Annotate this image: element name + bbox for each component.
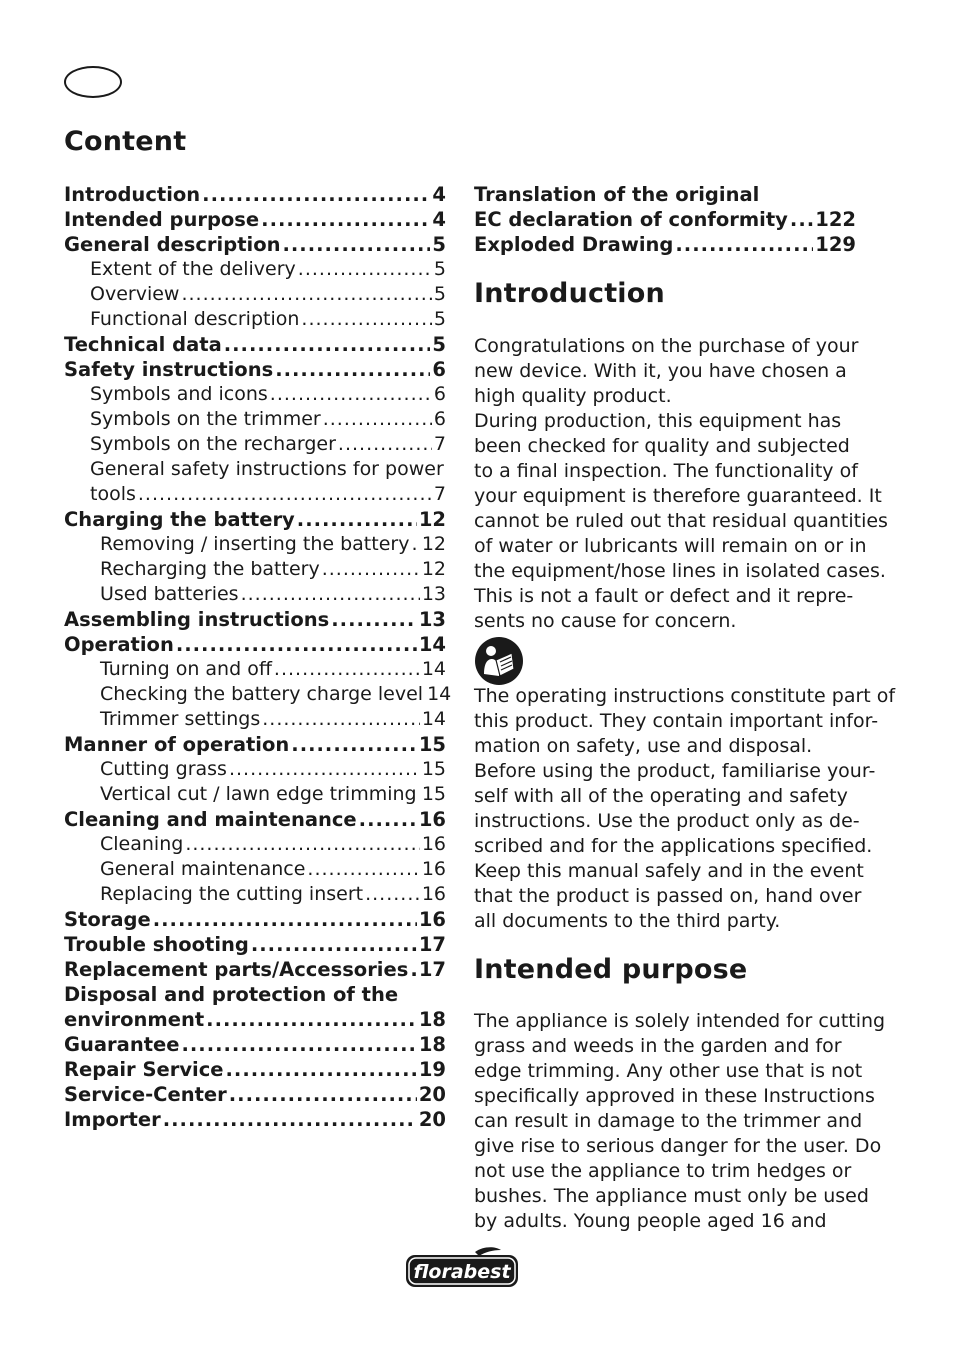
read-manual-icon: [474, 636, 524, 686]
toc-entry: [64, 582, 446, 607]
toc-entry-label: environment: [64, 1008, 205, 1031]
toc-leader-dots: [275, 357, 430, 382]
toc-leader-dots: [790, 207, 813, 232]
toc-entry-label: Manner of operation: [64, 733, 290, 756]
toc-entry: [64, 1082, 446, 1107]
toc-leader-dots: [226, 1057, 417, 1082]
toc-leader-dots: [675, 232, 813, 257]
toc-entry-label: Repair Service: [64, 1058, 224, 1081]
toc-entry-label: Symbols and icons: [90, 383, 268, 405]
toc-entry-page: 5: [432, 233, 446, 256]
toc-entry-page: 7: [433, 483, 446, 505]
toc-entry-label: Symbols on the recharger: [90, 433, 336, 455]
florabest-logo: [405, 1246, 519, 1288]
intended-purpose-text: [474, 1009, 886, 1234]
toc-entry: [64, 207, 446, 232]
toc-entry-label: EC declaration of conformity: [474, 208, 788, 231]
toc-entry-page: 5: [433, 283, 446, 305]
text-line: self with all of the operating and safety: [474, 785, 848, 807]
text-line: instructions. Use the product only as de-: [474, 810, 860, 832]
toc-entry-page: 20: [418, 1083, 446, 1106]
toc-entry-label: Introduction: [64, 183, 201, 206]
toc-entry-page: 14: [421, 658, 446, 680]
toc-entry: [64, 507, 446, 532]
text-line: high quality product.: [474, 385, 672, 407]
toc-leader-dots: [224, 332, 431, 357]
toc-entry-page: 12: [421, 533, 446, 555]
toc-leader-dots: [297, 507, 417, 532]
text-line: mation on safety, use and disposal.: [474, 735, 813, 757]
table-of-contents: [64, 182, 452, 1132]
text-line: the equipment/hose lines in isolated cases.: [474, 560, 886, 582]
toc-entry-label: Removing / inserting the battery: [100, 533, 410, 555]
toc-leader-dots: [307, 857, 419, 882]
toc-entry: [64, 757, 446, 782]
toc-entry: [64, 632, 446, 657]
toc-entry-label: Trimmer settings: [100, 708, 261, 730]
toc-entry-label: Replacing the cutting insert: [100, 883, 364, 905]
text-line: been checked for quality and subjected: [474, 435, 850, 457]
toc-entry-label: Operation: [64, 633, 174, 656]
toc-entry-page: 18: [418, 1008, 446, 1031]
toc-entry: [64, 857, 446, 882]
language-badge: [64, 66, 122, 98]
introduction-text: [474, 334, 888, 634]
toc-leader-dots: [261, 207, 430, 232]
toc-entry-page: 14: [418, 633, 446, 656]
toc-entry: [64, 332, 446, 357]
text-line: The appliance is solely intended for cutting: [474, 1010, 886, 1032]
toc-leader-dots: [229, 757, 420, 782]
toc-entry-label: Cleaning: [100, 833, 184, 855]
toc-entry-page: 4: [432, 208, 446, 231]
toc-entry-label: Trouble shooting: [64, 933, 249, 956]
toc-entry-page: 6: [433, 408, 446, 430]
toc-entry-label: Cutting grass: [100, 758, 227, 780]
toc-entry-page: 13: [421, 583, 446, 605]
toc-leader-dots: [323, 407, 432, 432]
toc-entry-label: tools: [90, 483, 136, 505]
toc-entry: [64, 932, 446, 957]
text-line: new device. With it, you have chosen a: [474, 360, 847, 382]
toc-entry-page: 19: [418, 1058, 446, 1081]
text-line: grass and weeds in the garden and for: [474, 1035, 842, 1057]
toc-entry-label: Safety instructions: [64, 358, 274, 381]
toc-leader-dots: [251, 932, 417, 957]
text-line: by adults. Young people aged 16 and: [474, 1210, 827, 1232]
toc-entry: [64, 782, 446, 807]
toc-entry-label: General description: [64, 233, 281, 256]
toc-entry-label: General maintenance: [100, 858, 306, 880]
text-line: not use the appliance to trim hedges or: [474, 1160, 852, 1182]
toc-entry-page: 18: [418, 1033, 446, 1056]
text-line: to a final inspection. The functionality of: [474, 460, 858, 482]
toc-entry-page: 17: [418, 958, 446, 981]
toc-entry: [64, 257, 446, 282]
toc-entry-label: Cleaning and maintenance: [64, 808, 357, 831]
toc-entry: [64, 1032, 446, 1057]
toc-entry-page: 4: [432, 183, 446, 206]
toc-entry-page: 16: [421, 858, 446, 880]
toc-entry: [64, 882, 446, 907]
logo-text: florabest: [413, 1261, 511, 1283]
toc-entry: [64, 1007, 446, 1032]
toc-entry: [64, 707, 446, 732]
toc-entry: [64, 382, 446, 407]
toc-entry: [64, 682, 452, 707]
toc-entry-page: 20: [418, 1108, 446, 1131]
toc-leader-dots: [365, 882, 420, 907]
toc-entry-label: Intended purpose: [64, 208, 260, 231]
text-line: this product. They contain important infor-: [474, 710, 879, 732]
toc-entry-page: 5: [433, 258, 446, 280]
toc-entry-label: Importer: [64, 1108, 161, 1131]
operating-instructions-text: [474, 684, 896, 934]
toc-entry-page: 129: [815, 233, 856, 256]
text-line: give rise to serious danger for the user. Do: [474, 1135, 882, 1157]
text-line: specifically approved in these Instructions: [474, 1085, 875, 1107]
toc-leader-dots: [202, 182, 430, 207]
toc-entry: [64, 232, 446, 257]
toc-entry-page: 16: [421, 833, 446, 855]
toc-entry-page: 15: [421, 783, 446, 805]
toc-entry-label: Turning on and off: [100, 658, 272, 680]
content-heading: Content: [64, 126, 187, 157]
toc-entry-page: 13: [418, 608, 446, 631]
text-line: can result in damage to the trimmer and: [474, 1110, 863, 1132]
text-line: Congratulations on the purchase of your: [474, 335, 859, 357]
toc-leader-dots: [301, 307, 431, 332]
toc-entry: [64, 957, 446, 982]
text-line: all documents to the third party.: [474, 910, 781, 932]
toc-entry-label: Replacement parts/Accessories: [64, 958, 409, 981]
toc-leader-dots: [185, 832, 420, 857]
toc-leader-dots: [176, 632, 417, 657]
text-line: that the product is passed on, hand over: [474, 885, 862, 907]
toc-entry-label: Recharging the battery: [100, 558, 320, 580]
toc-entry-page: 122: [815, 208, 856, 231]
toc-entry-label: General safety instructions for power: [90, 458, 444, 480]
toc-entry: [64, 832, 446, 857]
toc-entry-page: 5: [432, 333, 446, 356]
toc-entry-label: Charging the battery: [64, 508, 295, 531]
toc-entry-label: Overview: [90, 283, 180, 305]
text-line: Keep this manual safely and in the event: [474, 860, 864, 882]
toc-entry-label: Symbols on the trimmer: [90, 408, 321, 430]
text-line: edge trimming. Any other use that is not: [474, 1060, 863, 1082]
toc-leader-dots: [153, 907, 417, 932]
toc-entry-page: 16: [418, 808, 446, 831]
toc-leader-dots: [241, 582, 420, 607]
toc-entry-page: 14: [427, 683, 452, 705]
text-line: Before using the product, familiarise your-: [474, 760, 876, 782]
toc-entry: [64, 532, 446, 557]
toc-entry: [64, 1057, 446, 1082]
text-line: sents no cause for concern.: [474, 610, 737, 632]
toc-leader-dots: [206, 1007, 417, 1032]
text-line: scribed and for the applications specified.: [474, 835, 873, 857]
toc-leader-dots: [359, 807, 417, 832]
text-line: The operating instructions constitute part of: [474, 685, 896, 707]
toc-entry-label: Exploded Drawing: [474, 233, 674, 256]
toc-leader-dots: [229, 1082, 417, 1107]
toc-entry-label: Disposal and protection of the: [64, 983, 399, 1006]
toc-entry-label: Extent of the delivery: [90, 258, 296, 280]
toc-entry: [64, 907, 446, 932]
toc-entry: [64, 457, 446, 482]
toc-entry: [64, 357, 446, 382]
text-line: During production, this equipment has: [474, 410, 842, 432]
toc-entry-page: 12: [421, 558, 446, 580]
toc-entry: [64, 407, 446, 432]
toc-entry-page: 15: [418, 733, 446, 756]
toc-entry: [64, 807, 446, 832]
toc-entry-label: Translation of the original: [474, 183, 760, 206]
toc-entry-page: 15: [421, 758, 446, 780]
toc-entry: [64, 182, 446, 207]
toc-entry-label: Assembling instructions: [64, 608, 330, 631]
toc-leader-dots: [298, 257, 432, 282]
toc-entry-label: Vertical cut / lawn edge trimming: [100, 783, 417, 805]
toc-entry-label: Used batteries: [100, 583, 239, 605]
toc-entry: [64, 557, 446, 582]
text-line: of water or lubricants will remain on or in: [474, 535, 867, 557]
toc-leader-dots: [262, 707, 420, 732]
toc-leader-dots: [322, 557, 420, 582]
toc-entry-page: 7: [433, 433, 446, 455]
text-line: your equipment is therefore guaranteed. It: [474, 485, 882, 507]
table-of-contents-continued: [474, 182, 856, 257]
toc-entry-label: Storage: [64, 908, 151, 931]
toc-leader-dots: [410, 957, 417, 982]
toc-entry: [64, 432, 446, 457]
toc-leader-dots: [181, 282, 431, 307]
introduction-heading: Introduction: [474, 278, 665, 309]
toc-leader-dots: [419, 782, 420, 807]
toc-entry: [474, 207, 856, 232]
toc-entry-page: 17: [418, 933, 446, 956]
toc-leader-dots: [138, 482, 432, 507]
text-line: This is not a fault or defect and it repre-: [474, 585, 854, 607]
toc-entry-page: 6: [433, 383, 446, 405]
toc-leader-dots: [291, 732, 417, 757]
text-line: bushes. The appliance must only be used: [474, 1185, 869, 1207]
toc-leader-dots: [270, 382, 432, 407]
toc-entry: [64, 982, 446, 1007]
toc-entry: [64, 732, 446, 757]
toc-entry: [64, 657, 446, 682]
toc-entry: [64, 1107, 446, 1132]
toc-entry: [64, 482, 446, 507]
toc-leader-dots: [411, 532, 419, 557]
toc-entry-page: 16: [421, 883, 446, 905]
toc-leader-dots: [181, 1032, 416, 1057]
toc-entry-page: 16: [418, 908, 446, 931]
toc-entry: [474, 232, 856, 257]
toc-entry-label: Guarantee: [64, 1033, 180, 1056]
toc-entry: [64, 282, 446, 307]
toc-entry-page: 14: [421, 708, 446, 730]
toc-leader-dots: [282, 232, 430, 257]
toc-entry: [64, 307, 446, 332]
toc-entry: [474, 182, 856, 207]
toc-leader-dots: [163, 1107, 417, 1132]
toc-entry-label: Functional description: [90, 308, 300, 330]
intended-purpose-heading: Intended purpose: [474, 954, 748, 985]
toc-leader-dots: [331, 607, 417, 632]
toc-leader-dots: [338, 432, 432, 457]
toc-entry-page: 5: [433, 308, 446, 330]
toc-entry-page: 12: [418, 508, 446, 531]
toc-entry-label: Technical data: [64, 333, 222, 356]
toc-entry-page: 6: [432, 358, 446, 381]
text-line: cannot be ruled out that residual quantities: [474, 510, 888, 532]
toc-entry-label: Checking the battery charge level: [100, 683, 424, 705]
toc-entry-label: Service-Center: [64, 1083, 227, 1106]
toc-leader-dots: [274, 657, 420, 682]
toc-entry: [64, 607, 446, 632]
